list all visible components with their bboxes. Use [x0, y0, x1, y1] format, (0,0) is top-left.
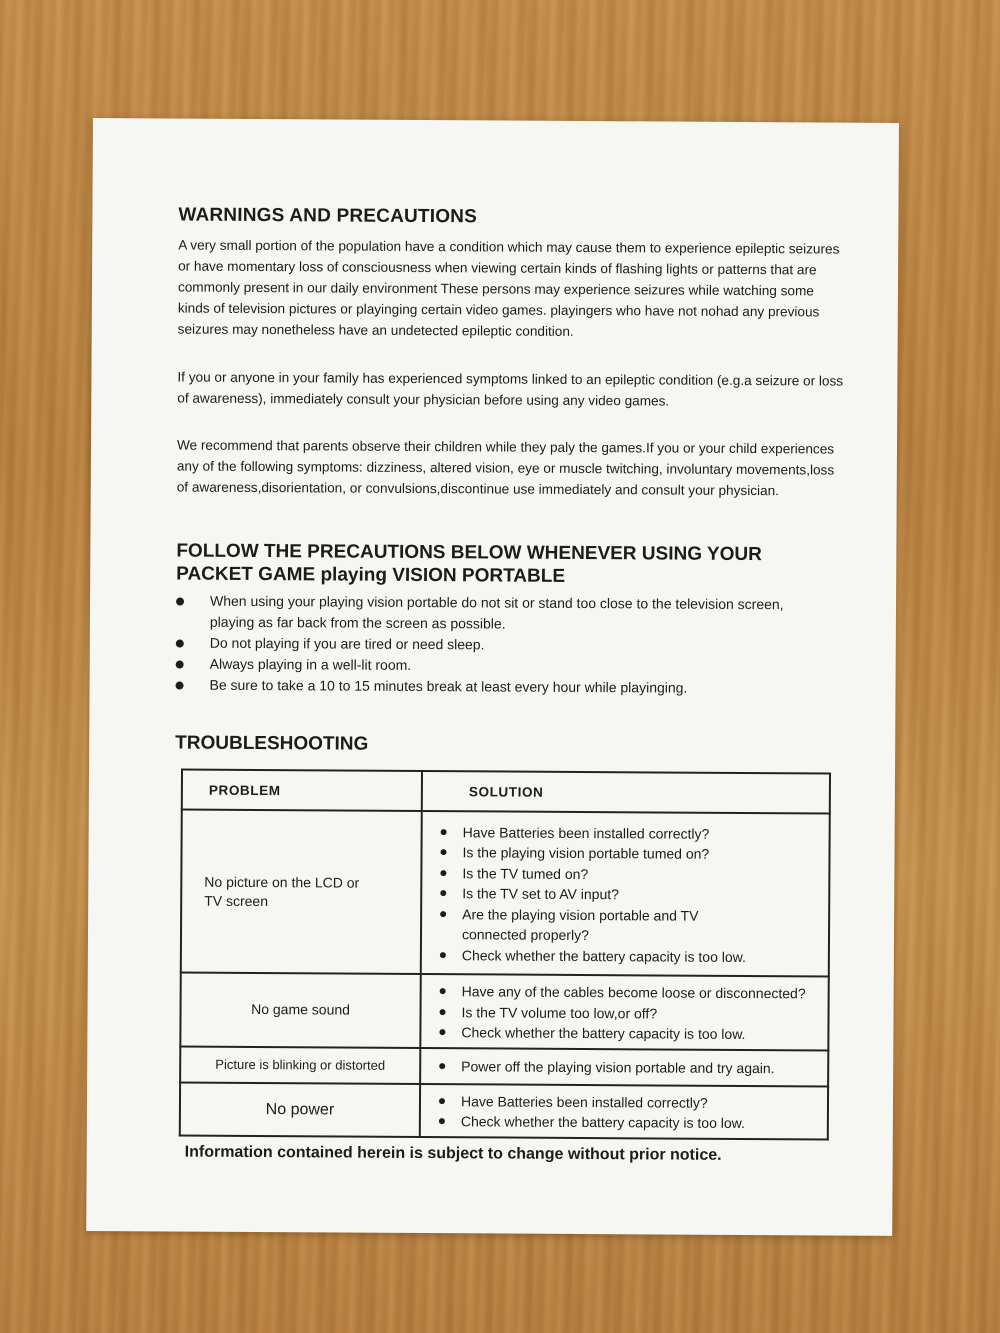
list-item: Check whether the battery capacity is too low.	[437, 1022, 823, 1045]
list-item: Power off the playing vision portable and try again.	[437, 1056, 823, 1079]
table-row	[181, 810, 830, 977]
solution-cell	[420, 974, 828, 1050]
problem-cell: No power	[180, 1082, 420, 1136]
warnings-paragraph-2: If you or anyone in your family has experienced symptoms linked to an epileptic condition (e.g.a seizure or loss of awareness), immediately consult your physician before using any video games.	[177, 369, 844, 409]
list-item: Always playing in a well-lit room.	[176, 654, 816, 679]
solution-cell	[420, 1048, 828, 1086]
troubleshooting-title: TROUBLESHOOTING	[175, 732, 369, 755]
bullet-icon	[439, 1029, 445, 1035]
list-item: Have Batteries been installed correctly?	[437, 1091, 823, 1114]
list-item: When using your playing vision portable do not sit or stand too close to the television screen, playing as far back from the screen as possible.	[176, 591, 816, 637]
bullet-icon	[440, 870, 446, 876]
bullet-icon	[176, 640, 184, 648]
list-item: Are the playing vision portable and TV connected properly?	[438, 904, 752, 947]
bullet-icon	[439, 1118, 445, 1124]
precautions-title: FOLLOW THE PRECAUTIONS BELOW WHENEVER USING YOUR PACKET GAME playing VISION PORTABLE	[176, 540, 762, 587]
solution-cell	[420, 1084, 828, 1139]
problem-cell: No picture on the LCD or TV screen	[181, 810, 422, 974]
bullet-icon	[440, 1009, 446, 1015]
list-item: Have Batteries been installed correctly?	[439, 822, 825, 845]
list-item: Is the TV set to AV input?	[438, 883, 824, 906]
bullet-icon	[440, 911, 446, 917]
table-row	[180, 1082, 828, 1139]
list-item: Is the TV volume too low,or off?	[437, 1002, 823, 1025]
warnings-title: WARNINGS AND PRECAUTIONS	[178, 204, 478, 228]
list-item: Is the TV tumed on?	[438, 863, 824, 886]
precautions-list	[175, 591, 816, 700]
bullet-icon	[440, 988, 446, 994]
bullet-icon	[176, 661, 184, 669]
instruction-sheet	[86, 118, 899, 1236]
bullet-icon	[441, 829, 447, 835]
warnings-paragraph-1: A very small portion of the population have a condition which may cause them to experience epileptic seizures or have momentary loss of consciousness when viewing certain kinds of flashing lights or patterns that are commonly present in our daily environment These persons may experience seizures while watching some kinds of television pictures or playinging certain video games. playingers who have not nohad any previous seizures may nonetheless have an undetected epileptic condition.	[177, 237, 840, 339]
bullet-icon	[176, 598, 184, 606]
list-item: Check whether the battery capacity is too low.	[437, 1111, 823, 1134]
list-item: Is the playing vision portable tumed on?	[438, 842, 824, 865]
bullet-icon	[440, 890, 446, 896]
list-item: Be sure to take a 10 to 15 minutes break at least every hour while playinging.	[175, 675, 815, 700]
list-item: Check whether the battery capacity is too low.	[438, 945, 824, 968]
solution-header: SOLUTION	[422, 771, 830, 813]
bullet-icon	[439, 1098, 445, 1104]
problem-header: PROBLEM	[182, 770, 422, 811]
table-header-row	[182, 770, 830, 814]
warnings-paragraph-3: We recommend that parents observe their children while they paly the games.If you or your child experiences any of the following symptoms: dizziness, altered vision, eye or muscle twitching, involuntary movements,loss of awareness,disorientation, or convulsions,discontinue use immediately and consult your physician.	[176, 437, 835, 499]
table-row	[180, 973, 828, 1050]
bullet-icon	[176, 682, 184, 690]
bullet-icon	[441, 849, 447, 855]
list-item: Have any of the cables become loose or disconnected?	[438, 981, 824, 1004]
table-row	[180, 1046, 828, 1086]
bullet-icon	[439, 1063, 445, 1069]
troubleshooting-table	[179, 769, 831, 1140]
problem-cell: Picture is blinking or distorted	[180, 1046, 420, 1083]
problem-cell: No game sound	[180, 973, 420, 1048]
footer-notice: Information contained herein is subject to change without prior notice.	[184, 1143, 722, 1164]
bullet-icon	[440, 952, 446, 958]
solution-cell	[421, 811, 830, 976]
list-item: Do not playing if you are tired or need sleep.	[176, 633, 816, 658]
